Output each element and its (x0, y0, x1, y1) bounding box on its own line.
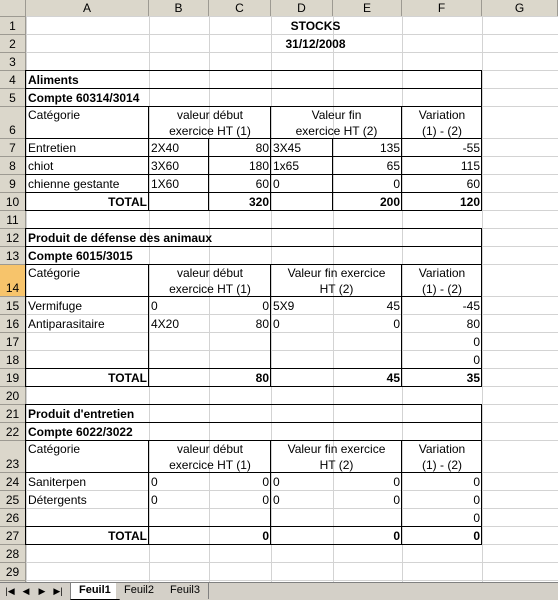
border-line (26, 368, 482, 369)
total-debut[interactable]: 320 (248, 195, 269, 209)
item-qty-fin[interactable]: 0 (273, 317, 280, 331)
border-line (26, 526, 482, 527)
border-line (148, 106, 149, 210)
column-header-g[interactable]: G (482, 0, 558, 17)
border-line (148, 440, 149, 544)
header-valeur-debut-line2[interactable]: exercice HT (1) (169, 282, 251, 296)
row-header-7[interactable]: 7 (0, 139, 26, 157)
row-header-8[interactable]: 8 (0, 157, 26, 175)
row-header-17[interactable]: 17 (0, 333, 26, 351)
border-line (401, 106, 402, 210)
row-header-18[interactable]: 18 (0, 351, 26, 369)
border-line (270, 106, 271, 210)
gridline-horizontal (26, 34, 558, 35)
row-header-20[interactable]: 20 (0, 387, 26, 405)
item-value-fin[interactable]: 0 (393, 475, 400, 489)
row-header-28[interactable]: 28 (0, 545, 26, 563)
item-qty-debut[interactable]: 1X60 (151, 177, 180, 191)
gridline-horizontal (26, 16, 558, 17)
row-header-12[interactable]: 12 (0, 229, 26, 247)
section-title[interactable]: Produit d'entretien (28, 407, 135, 421)
border-line (26, 88, 482, 89)
header-variation-line2[interactable]: (1) - (2) (422, 458, 462, 472)
item-value-fin[interactable]: 0 (393, 493, 400, 507)
header-valeur-fin-line1[interactable]: Valeur fin exercice (287, 442, 386, 456)
border-line (270, 264, 271, 386)
item-variation[interactable]: 60 (466, 177, 480, 191)
section-account[interactable]: Compte 6015/3015 (28, 249, 133, 263)
section-border (25, 70, 482, 211)
item-categorie[interactable]: Saniterpen (28, 475, 87, 489)
section-border (25, 404, 482, 545)
item-value-fin[interactable]: 0 (393, 317, 400, 331)
row-header-3[interactable]: 3 (0, 53, 26, 71)
header-variation-line2[interactable]: (1) - (2) (422, 282, 462, 296)
item-categorie[interactable]: chienne gestante (28, 177, 120, 191)
item-categorie[interactable]: Entretien (28, 141, 77, 155)
item-value-fin[interactable]: 45 (386, 299, 400, 313)
border-line (26, 156, 482, 157)
column-header-b[interactable]: B (149, 0, 209, 17)
item-categorie[interactable]: Antiparasitaire (28, 317, 105, 331)
row-header-13[interactable]: 13 (0, 247, 26, 265)
header-valeur-debut-line1[interactable]: valeur début (176, 442, 244, 456)
row-header-21[interactable]: 21 (0, 405, 26, 423)
border-line (26, 106, 482, 107)
sheet-title[interactable]: STOCKS (290, 19, 341, 33)
column-header-e[interactable]: E (333, 0, 402, 17)
border-line (332, 138, 333, 210)
gridline-horizontal (26, 580, 558, 581)
header-valeur-fin-line1[interactable]: Valeur fin exercice (287, 266, 386, 280)
border-line (26, 192, 482, 193)
total-debut[interactable]: 80 (255, 371, 269, 385)
total-variation[interactable]: 120 (459, 195, 480, 209)
row-header-14[interactable]: 14 (0, 265, 26, 297)
item-value-debut[interactable]: 0 (262, 493, 269, 507)
item-qty-fin[interactable]: 0 (273, 475, 280, 489)
row-header-22[interactable]: 22 (0, 423, 26, 441)
header-valeur-fin-line2[interactable]: exercice HT (2) (295, 124, 378, 138)
item-variation[interactable]: 0 (473, 511, 480, 525)
item-variation[interactable]: 80 (466, 317, 480, 331)
first-sheet-icon[interactable]: |◀ (5, 586, 15, 596)
item-value-debut[interactable]: 80 (255, 317, 269, 331)
border-line (26, 422, 482, 423)
border-line (26, 246, 482, 247)
header-variation-line1[interactable]: Variation (418, 442, 466, 456)
header-valeur-debut-line1[interactable]: valeur début (176, 108, 244, 122)
row-header-15[interactable]: 15 (0, 297, 26, 315)
header-valeur-fin-line1[interactable]: Valeur fin (311, 108, 362, 122)
item-value-debut[interactable]: 80 (255, 141, 269, 155)
item-categorie[interactable]: Détergents (28, 493, 87, 507)
item-qty-fin[interactable]: 3X45 (273, 141, 302, 155)
header-valeur-fin-line2[interactable]: HT (2) (319, 458, 354, 472)
border-line (26, 138, 482, 139)
prev-sheet-icon[interactable]: ◀ (22, 586, 30, 596)
column-header-d[interactable]: D (271, 0, 333, 17)
row-header-16[interactable]: 16 (0, 315, 26, 333)
section-account[interactable]: Compte 6022/3022 (28, 425, 133, 439)
item-variation[interactable]: 0 (473, 493, 480, 507)
row-header-10[interactable]: 10 (0, 193, 26, 211)
row-header-11[interactable]: 11 (0, 211, 26, 229)
item-categorie[interactable]: chiot (28, 159, 54, 173)
item-qty-debut[interactable]: 2X40 (151, 141, 180, 155)
item-value-fin[interactable]: 135 (379, 141, 400, 155)
total-variation[interactable]: 35 (466, 371, 480, 385)
header-valeur-debut-line2[interactable]: exercice HT (1) (169, 124, 251, 138)
tab-feuil2[interactable]: Feuil2 (116, 583, 163, 599)
total-label[interactable]: TOTAL (108, 195, 147, 209)
total-fin[interactable]: 200 (379, 195, 400, 209)
row-header-9[interactable]: 9 (0, 175, 26, 193)
item-variation[interactable]: 115 (460, 159, 480, 173)
section-account[interactable]: Compte 60314/3014 (28, 91, 140, 105)
sheet-tab-bar (0, 582, 558, 600)
total-label[interactable]: TOTAL (108, 371, 147, 385)
border-line (26, 174, 482, 175)
row-header-1[interactable]: 1 (0, 17, 26, 35)
border-line (148, 264, 149, 386)
column-header-c[interactable]: C (209, 0, 271, 17)
total-variation[interactable]: 0 (473, 529, 480, 543)
item-value-debut[interactable]: 0 (262, 299, 269, 313)
item-value-fin[interactable]: 65 (386, 159, 400, 173)
header-valeur-fin-line2[interactable]: HT (2) (319, 282, 354, 296)
section-title[interactable]: Aliments (28, 73, 79, 87)
header-variation-line1[interactable]: Variation (418, 108, 466, 122)
item-qty-debut[interactable]: 0 (151, 299, 158, 313)
header-variation-line2[interactable]: (1) - (2) (422, 124, 462, 138)
gridline-horizontal (26, 562, 558, 563)
header-categorie[interactable]: Catégorie (28, 442, 81, 456)
total-label[interactable]: TOTAL (108, 529, 147, 543)
row-header-6[interactable]: 6 (0, 107, 26, 139)
header-variation-line1[interactable]: Variation (418, 266, 466, 280)
header-valeur-debut-line2[interactable]: exercice HT (1) (169, 458, 251, 472)
next-sheet-icon[interactable]: ▶ (38, 586, 46, 596)
row-header-2[interactable]: 2 (0, 35, 26, 53)
item-value-debut[interactable]: 60 (255, 177, 269, 191)
tab-feuil3[interactable]: Feuil3 (162, 583, 209, 599)
header-valeur-debut-line1[interactable]: valeur début (176, 266, 244, 280)
item-qty-debut[interactable]: 3X60 (151, 159, 180, 173)
item-qty-debut[interactable]: 0 (151, 493, 158, 507)
border-line (26, 264, 482, 265)
item-variation[interactable]: -55 (462, 141, 480, 155)
item-qty-fin[interactable]: 0 (273, 177, 280, 191)
item-qty-debut[interactable]: 0 (151, 475, 158, 489)
section-border (25, 228, 482, 387)
border-line (26, 440, 482, 441)
item-qty-fin[interactable]: 5X9 (273, 299, 295, 313)
gridline-horizontal (26, 52, 558, 53)
border-line (208, 138, 209, 210)
tab-feuil1[interactable]: Feuil1 (70, 583, 120, 600)
row-header-19[interactable]: 19 (0, 369, 26, 387)
last-sheet-icon[interactable]: ▶| (53, 586, 63, 596)
item-qty-fin[interactable]: 1x65 (273, 159, 300, 173)
item-variation[interactable]: 0 (473, 353, 480, 367)
item-qty-fin[interactable]: 0 (273, 493, 280, 507)
sheet-date[interactable]: 31/12/2008 (285, 37, 346, 51)
row-header-25[interactable]: 25 (0, 491, 26, 509)
select-all-corner[interactable] (0, 0, 26, 17)
section-title[interactable]: Produit de défense des animaux (28, 231, 213, 245)
item-categorie[interactable]: Vermifuge (28, 299, 83, 313)
border-line (401, 440, 402, 544)
border-line (26, 472, 482, 473)
row-header-29[interactable]: 29 (0, 563, 26, 581)
total-fin[interactable]: 0 (393, 529, 400, 543)
column-header-a[interactable]: A (26, 0, 149, 17)
item-variation[interactable]: -45 (462, 299, 480, 313)
item-qty-debut[interactable]: 4X20 (151, 317, 180, 331)
item-value-debut[interactable]: 0 (262, 475, 269, 489)
total-fin[interactable]: 45 (386, 371, 400, 385)
border-line (26, 296, 482, 297)
border-line (401, 264, 402, 386)
total-debut[interactable]: 0 (262, 529, 269, 543)
item-variation[interactable]: 0 (473, 475, 480, 489)
item-variation[interactable]: 0 (473, 335, 480, 349)
row-header-23[interactable]: 23 (0, 441, 26, 473)
item-value-debut[interactable]: 180 (248, 159, 269, 173)
row-header-5[interactable]: 5 (0, 89, 26, 107)
header-categorie[interactable]: Catégorie (28, 108, 81, 122)
column-header-f[interactable]: F (402, 0, 482, 17)
row-header-4[interactable]: 4 (0, 71, 26, 89)
row-header-24[interactable]: 24 (0, 473, 26, 491)
border-line (270, 440, 271, 544)
gridline-vertical (482, 17, 483, 582)
item-value-fin[interactable]: 0 (393, 177, 400, 191)
row-header-26[interactable]: 26 (0, 509, 26, 527)
header-categorie[interactable]: Catégorie (28, 266, 81, 280)
row-header-27[interactable]: 27 (0, 527, 26, 545)
